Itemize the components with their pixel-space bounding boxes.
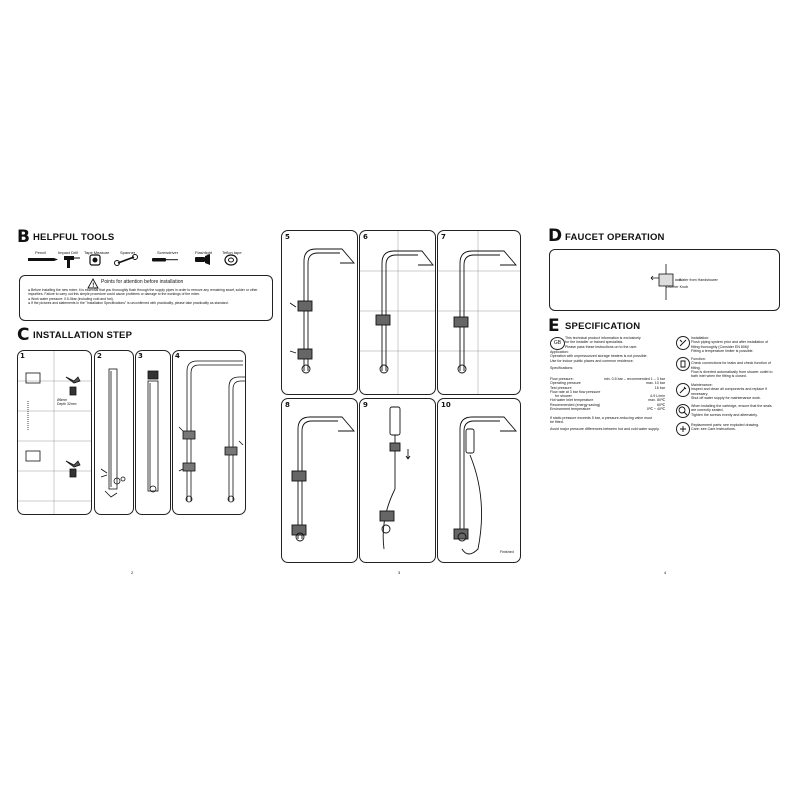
step-8-drawing bbox=[282, 399, 357, 562]
dimension-label: Ø6mm bbox=[57, 398, 68, 402]
step-9-drawing bbox=[360, 399, 435, 562]
gb-badge: GB bbox=[550, 337, 565, 350]
spec-label: Flow rate at 3 bar flow pressure bbox=[550, 389, 601, 394]
spanner-icon bbox=[115, 255, 138, 266]
step-number: 3 bbox=[138, 352, 143, 360]
helpful-tools-title: HELPFUL TOOLS bbox=[33, 232, 115, 243]
function-icon bbox=[676, 357, 690, 371]
note-line: Avoid major pressure differences between hot and cold water supply. bbox=[550, 426, 660, 431]
spec-label: Environment temperature bbox=[550, 407, 591, 412]
drill-icon bbox=[64, 256, 80, 268]
application-line: Operation with unpressurized storage heaters is not possible. bbox=[550, 354, 648, 359]
attention-bullet-text: If the pictures and statements in the "Installation Specifications" is unconfirmed with practicality, please take practicality as standard. bbox=[31, 301, 229, 306]
step-4-drawing bbox=[173, 351, 245, 514]
faucet-operation-title: FAUCET OPERATION bbox=[565, 232, 665, 243]
step-number: 5 bbox=[285, 233, 290, 241]
installation-icon bbox=[676, 336, 690, 350]
step-5-drawing bbox=[282, 231, 357, 394]
step-9-panel bbox=[359, 398, 436, 563]
spec-value: max. 80℃ bbox=[648, 398, 665, 403]
step-3-panel bbox=[135, 350, 171, 515]
step-number: 8 bbox=[285, 401, 290, 409]
installation-step-title: INSTALLATION STEP bbox=[33, 330, 133, 341]
pencil-icon bbox=[28, 258, 58, 261]
spec-label: for shower bbox=[555, 394, 572, 399]
spec-value: 0℃ ~ 40℃ bbox=[646, 407, 665, 412]
flashlight-icon bbox=[195, 254, 210, 265]
installation-line: Flush piping system prior and after installation of bbox=[691, 340, 769, 345]
spec-table bbox=[550, 377, 665, 411]
screwdriver-icon bbox=[152, 258, 178, 262]
replacement-text bbox=[691, 423, 759, 432]
teflon-tape-icon bbox=[225, 255, 237, 265]
warning-icon bbox=[88, 279, 98, 288]
spec-label: Hot water inlet temperature bbox=[550, 398, 594, 403]
step-6-drawing bbox=[360, 231, 435, 394]
spec-label: Recommended (energy saving) bbox=[550, 402, 601, 407]
step-number: 6 bbox=[363, 233, 368, 241]
cartridge-line: When installing the cartridge, ensure that the seals bbox=[691, 404, 772, 408]
installation-line: Installation: bbox=[691, 336, 710, 340]
section-letter-e: E bbox=[548, 316, 560, 336]
cartridge-icon bbox=[676, 404, 690, 418]
step-2-drawing bbox=[95, 351, 133, 514]
section-letter-d: D bbox=[548, 226, 563, 246]
step-5-panel bbox=[281, 230, 358, 395]
step-7-drawing bbox=[438, 231, 520, 394]
note-line: If static pressure exceeds 5 bar, a pressure-reducing valve must bbox=[550, 416, 652, 420]
attention-bullet: ● Before installing the new mixer, it is essential that you thoroughly flush through the supply pipes in order to remove any remaining swarf, solder or other impurities. Failure to carry out this simple procedure could cause problems or damage to the workings of the mixer. ● Work water pressure: 0.5-5bar (including cold and hot). ● If the pictures and statements in the "Installation Specifications" is unconfirmed with practicality, please take practicality as standard. bbox=[28, 288, 258, 306]
step-number: 9 bbox=[363, 401, 368, 409]
step-number: 7 bbox=[441, 233, 446, 241]
application-line: Use for indoor public places and common residence. bbox=[550, 358, 634, 363]
faucet-operation-box bbox=[549, 249, 780, 311]
intro-line: Please pass these instructions on to the user. bbox=[565, 344, 638, 349]
attention-bullet-text: Work water pressure: 0.5-5bar (including cold and hot). bbox=[31, 296, 114, 301]
maintenance-icon bbox=[676, 383, 690, 397]
function-line: Function: bbox=[691, 357, 706, 361]
spec-value: 16 bar bbox=[654, 385, 665, 390]
step-number: 10 bbox=[441, 401, 451, 409]
step-3-drawing bbox=[136, 351, 170, 514]
tools-illustration bbox=[20, 254, 270, 274]
attention-bullet-text: Before installing the new mixer, it is essential that you thoroughly flush through the supply pipes in order to remove any remaining swarf, solder or other impurities. Failure to carry out this simple procedure could cause problems or damage to the workings of the mixer. bbox=[28, 288, 258, 297]
replacement-line: Care: see Care Instructions. bbox=[691, 427, 736, 432]
cartridge-text bbox=[691, 404, 772, 417]
spec-heading: Specifications: bbox=[550, 365, 574, 370]
step-number: 1 bbox=[20, 352, 25, 360]
cartridge-line: Tighten the screws evenly and alternately. bbox=[691, 412, 758, 417]
tool-label: Screwdriver bbox=[157, 250, 179, 255]
installation-line: Fitting a temperature limiter is possible. bbox=[691, 348, 754, 353]
application-line: Application: bbox=[550, 350, 569, 354]
function-line: Flow is diverted automatically from shower outlet to bbox=[691, 369, 773, 374]
maintenance-text bbox=[691, 383, 767, 400]
maintenance-line: Shut off water supply for maintenance work. bbox=[691, 395, 761, 400]
specification-title: SPECIFICATION bbox=[565, 321, 641, 332]
step-4-panel bbox=[172, 350, 246, 515]
function-line: bath inlet when the fitting is closed. bbox=[691, 374, 747, 379]
page-number: 3 bbox=[398, 570, 401, 575]
function-text bbox=[691, 357, 773, 378]
water-from-handshower-label: Water from Handshower bbox=[679, 278, 718, 282]
step-10-drawing bbox=[438, 399, 520, 562]
attention-box bbox=[19, 275, 273, 321]
maintenance-line: Maintenance: bbox=[691, 383, 713, 387]
installation-line: fitting thoroughly (Consider EN 806)! bbox=[691, 344, 750, 349]
tool-label: Pencil bbox=[35, 250, 46, 255]
spec-value: 60℃ bbox=[656, 402, 665, 407]
svg-text:!: ! bbox=[92, 283, 95, 289]
tape-measure-icon bbox=[90, 255, 100, 265]
note-line: be fitted. bbox=[550, 420, 564, 425]
step-1-drawing bbox=[18, 351, 91, 514]
spec-label: Operating pressure bbox=[550, 381, 581, 386]
step-number: 4 bbox=[175, 352, 180, 360]
diverter-diagram bbox=[645, 264, 705, 304]
intro-line: This technical product information is exclusively bbox=[565, 336, 641, 340]
tool-label: Spanner bbox=[120, 250, 136, 255]
page-number: 2 bbox=[131, 570, 134, 575]
installation-text bbox=[691, 336, 768, 353]
cartridge-line: are correctly seated. bbox=[691, 408, 724, 413]
step-7-panel bbox=[437, 230, 521, 395]
spec-row bbox=[550, 407, 665, 411]
section-letter-c: C bbox=[17, 325, 30, 345]
replacement-line: Replacement parts: see exploded drawing. bbox=[691, 423, 760, 427]
function-line: Check connections for leaks and check function of bbox=[691, 361, 771, 366]
tool-label: Impact Drill bbox=[58, 250, 79, 255]
spec-label: Flow pressure: bbox=[550, 377, 574, 381]
tool-label: Teflon tape bbox=[222, 250, 242, 255]
replacement-icon bbox=[676, 422, 690, 436]
finished-label: Finished bbox=[500, 550, 514, 554]
diverter-knob-label: Diverter Knob bbox=[666, 285, 688, 289]
maintenance-line: Inspect and clean all components and replace if bbox=[691, 387, 767, 392]
tool-label: Flashlight bbox=[195, 250, 213, 255]
spec-value: 4-9 L/min bbox=[650, 394, 665, 399]
tool-label: Tape Measure bbox=[84, 250, 110, 255]
spec-value: max. 10 bar bbox=[646, 381, 665, 386]
step-2-panel bbox=[94, 350, 134, 515]
step-10-panel bbox=[437, 398, 521, 563]
step-6-panel bbox=[359, 230, 436, 395]
section-letter-b: B bbox=[17, 227, 30, 247]
page-number: 4 bbox=[664, 570, 667, 575]
dimension-label: Depth 32mm bbox=[57, 402, 77, 406]
intro-line: for the installer or trained specialists. bbox=[565, 340, 624, 345]
step-8-panel bbox=[281, 398, 358, 563]
step-1-panel bbox=[17, 350, 92, 515]
maintenance-line: necessary. bbox=[691, 391, 709, 396]
attention-title: Points for attention before installation bbox=[101, 279, 184, 285]
spec-value: min. 0.5 bar – recommended 1 – 3 bar bbox=[603, 377, 665, 381]
spec-label: Test pressure bbox=[550, 385, 572, 390]
step-number: 2 bbox=[97, 352, 102, 360]
function-line: fitting. bbox=[691, 365, 701, 370]
